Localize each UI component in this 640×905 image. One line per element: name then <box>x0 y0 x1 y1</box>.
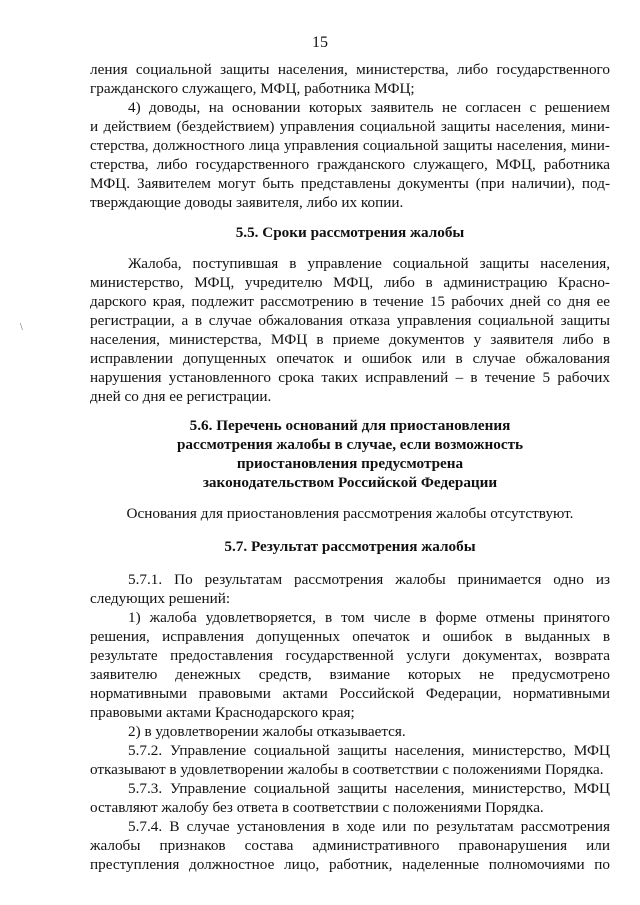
text-line: следующих решений: <box>90 590 231 607</box>
text-line: МФЦ. Заявителем могут быть представлены документы (при наличии), под- <box>90 175 610 192</box>
section-heading-5-5: 5.5. Сроки рассмотрения жалобы <box>235 224 465 241</box>
text-line: правовыми актами Краснодарского края; <box>90 704 355 721</box>
text-line: 2) в удовлетворении жалобы отказывается. <box>128 723 406 740</box>
text-line: Основания для приостановления рассмотрения жалобы отсутствуют. <box>126 505 574 522</box>
section-heading-5-6-line: 5.6. Перечень оснований для приостановления <box>189 417 511 434</box>
text-line: и действием (бездействием) управления социальной защиты населения, мини- <box>90 118 610 135</box>
text-line: 5.7.1. По результатам рассмотрения жалобы принимается одно из <box>128 571 610 588</box>
text-line: оставляют жалобу без ответа в соответствии с положениями Порядка. <box>90 799 544 816</box>
text-line: 5.7.3. Управление социальной защиты населения, министерство, МФЦ <box>128 780 610 797</box>
text-line: заявителю денежных средств, взимание которых не предусмотрено <box>90 666 610 683</box>
text-line: министерство, МФЦ, учредителю МФЦ, либо в администрацию Красно- <box>90 274 610 291</box>
text-line: 5.7.4. В случае установления в ходе или по результатам рассмотрения <box>128 818 610 835</box>
text-line: Жалоба, поступившая в управление социальной защиты населения, <box>128 255 610 272</box>
text-line: населения, министерства, МФЦ в приеме документов у заявителя либо в <box>90 331 610 348</box>
text-line: регистрации, а в случае обжалования отказа управления социальной защиты <box>90 312 610 329</box>
section-heading-5-6-line: приостановления предусмотрена <box>236 455 464 472</box>
text-line: гражданского служащего, МФЦ, работника МФЦ; <box>90 80 415 97</box>
section-heading-5-6-line: рассмотрения жалобы в случае, если возможность <box>176 436 524 453</box>
page-number: 15 <box>312 34 328 51</box>
text-line: стерства, либо государственного гражданского служащего, МФЦ, работника <box>90 156 610 173</box>
margin-mark: \ <box>20 322 23 333</box>
text-line: ления социальной защиты населения, министерства, либо государственного <box>90 61 610 78</box>
text-line: решения, исправления допущенных опечаток и ошибок в выданных в <box>90 628 610 645</box>
text-line: 1) жалоба удовлетворяется, в том числе в форме отмены принятого <box>128 609 610 626</box>
text-line: дней со дня ее регистрации. <box>90 388 272 405</box>
text-line: нарушения установленного срока таких исправлений – в течение 5 рабочих <box>90 369 610 386</box>
text-line: тверждающие доводы заявителя, либо их копии. <box>90 194 404 211</box>
text-line: дарского края, подлежит рассмотрению в течение 15 рабочих дней со дня ее <box>90 293 610 310</box>
text-line: преступления должностное лицо, работник, наделенные полномочиями по <box>90 856 610 873</box>
section-heading-5-7: 5.7. Результат рассмотрения жалобы <box>224 538 476 555</box>
text-line: исправлении допущенных опечаток и ошибок или в случае обжалования <box>90 350 610 367</box>
text-line: отказывают в удовлетворении жалобы в соответствии с положениями Порядка. <box>90 761 604 778</box>
text-line: результате предоставления государственной услуги документах, возврата <box>90 647 610 664</box>
text-line: нормативными правовыми актами Российской Федерации, нормативными <box>90 685 610 702</box>
text-line: жалобы признаков состава административного правонарушения или <box>90 837 610 854</box>
text-line: 4) доводы, на основании которых заявитель не согласен с решением <box>128 99 610 116</box>
section-heading-5-6-line: законодательством Российской Федерации <box>202 474 498 491</box>
text-line: стерства, должностного лица управления социальной защиты населения, мини- <box>90 137 610 154</box>
text-line: 5.7.2. Управление социальной защиты населения, министерство, МФЦ <box>128 742 610 759</box>
